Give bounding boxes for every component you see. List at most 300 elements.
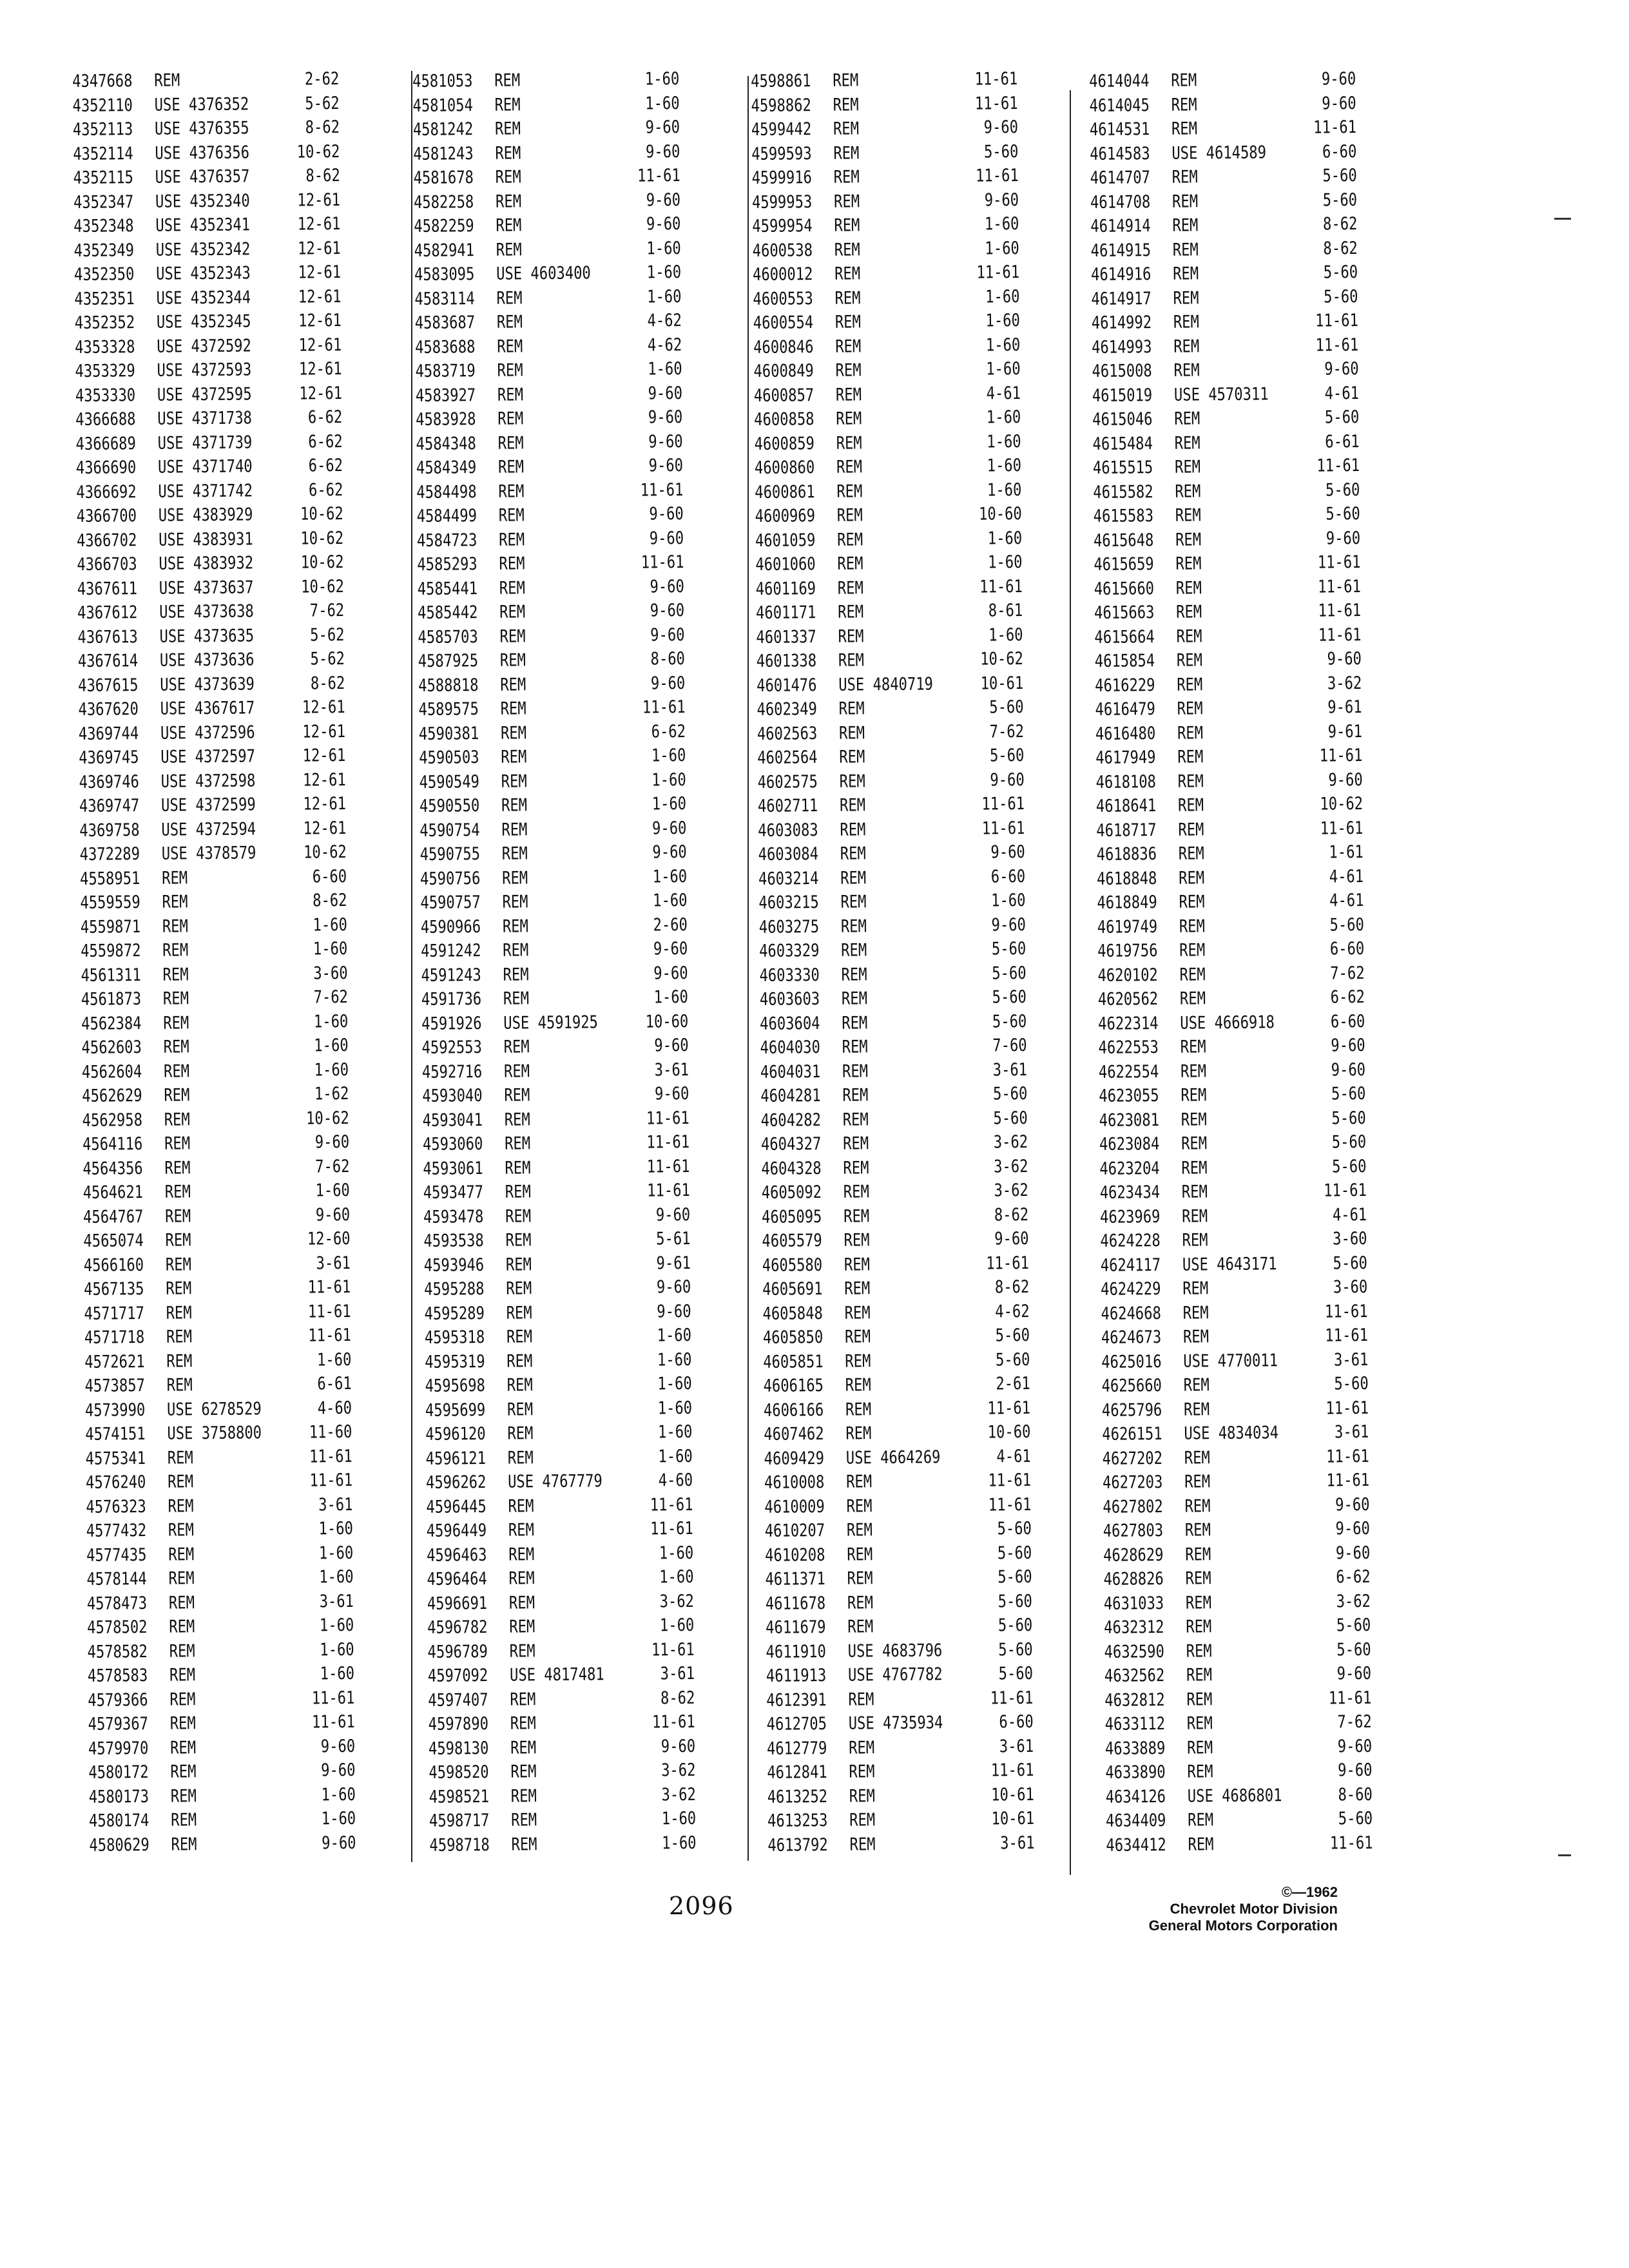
part-date: 6-62 [1336,1566,1371,1588]
part-date: 9-60 [654,1035,689,1056]
part-number: 4592553 [421,1037,483,1058]
part-action: REM [842,1133,869,1154]
part-date: 1-60 [653,986,689,1008]
part-date: 11-61 [1320,818,1364,839]
part-date: 3-61 [992,1059,1028,1080]
part-row [88,1807,356,1834]
part-number: 4600969 [755,506,816,526]
part-action: REM [502,916,529,937]
part-row [80,913,348,939]
part-number: 4366689 [75,433,137,454]
part-action: USE 4614589 [1171,142,1267,164]
part-number: 4602564 [757,747,818,768]
part-number: 4369747 [79,796,140,816]
part-number: 4578502 [87,1617,148,1638]
part-row [73,213,341,239]
part-action: REM [168,1472,194,1492]
part-action: REM [506,1375,533,1396]
publisher-footer [1149,1884,1338,1934]
part-number: 4600860 [754,457,815,478]
part-row [429,1759,696,1785]
part-number: 4562958 [82,1110,143,1131]
part-action: REM [511,1834,537,1855]
part-number: 4366703 [77,554,137,575]
part-date: 8-60 [1338,1784,1373,1805]
part-row [755,503,1022,529]
part-number: 4623055 [1099,1086,1159,1106]
part-action: REM [845,1399,872,1420]
part-row [427,1638,695,1664]
part-action: REM [162,940,189,961]
part-number: 4599593 [751,143,812,164]
part-row [85,1469,353,1495]
part-number: 4603214 [758,868,819,889]
part-number: 4615484 [1092,433,1153,454]
part-action: REM [497,384,524,405]
part-number: 4578473 [86,1593,148,1614]
part-action: USE 4834034 [1184,1423,1279,1444]
part-date: 5-60 [992,1011,1027,1032]
part-action: REM [496,215,522,236]
part-row [82,1179,350,1206]
part-row [418,623,685,649]
part-number: 4622314 [1098,1013,1159,1034]
part-row [758,889,1026,916]
part-number: 4593061 [423,1158,483,1179]
part-row [760,1082,1028,1109]
part-date: 1-60 [648,359,682,380]
part-number: 4580173 [88,1786,149,1807]
part-number: 4623084 [1099,1134,1160,1155]
part-date: 5-60 [1338,1808,1373,1829]
part-row [412,116,680,142]
part-date: 6-62 [307,407,343,428]
part-row [767,1807,1035,1834]
part-action: REM [1184,1472,1211,1492]
part-number: 4624229 [1101,1279,1161,1300]
page-number: 2096 [669,1892,734,1920]
part-date: 5-60 [998,1566,1032,1588]
part-number: 4367613 [77,626,138,648]
part-date: 6-62 [308,455,343,476]
part-action: REM [838,698,865,719]
part-number: 4593040 [422,1086,483,1106]
part-action: REM [1182,1206,1208,1227]
part-row [753,358,1021,384]
part-number: 4352349 [73,240,135,261]
part-date: 3-62 [994,1180,1028,1201]
part-date: 2-60 [653,914,688,935]
part-date: 11-61 [1324,1301,1368,1322]
part-action: REM [506,1350,533,1372]
part-row [766,1686,1034,1713]
part-row [1090,261,1358,287]
part-row [412,91,680,118]
part-number: 4590381 [418,723,479,744]
part-action: REM [499,553,525,574]
part-date: 9-60 [650,600,685,621]
part-number: 4614914 [1090,216,1151,236]
part-date: 6-61 [1325,431,1360,452]
part-date: 9-60 [984,189,1019,211]
part-date: 10-62 [300,503,343,524]
part-row [766,1614,1033,1640]
part-number: 4565074 [83,1231,144,1251]
part-date: 3-61 [1000,1832,1035,1853]
part-row [1091,285,1358,311]
part-action: REM [1175,505,1201,526]
part-action: REM [1185,1544,1211,1565]
part-row [427,1614,695,1640]
part-action: USE 4591925 [503,1012,599,1033]
part-date: 8-62 [305,166,340,186]
part-action: REM [168,1495,194,1517]
part-row [1106,1831,1373,1858]
part-action: REM [842,1085,869,1106]
part-date: 5-62 [310,624,345,645]
part-action: REM [503,940,529,961]
part-action: USE 4666918 [1180,1012,1275,1033]
column-divider-1 [411,71,412,1862]
part-row [80,937,348,964]
part-number: 4559871 [80,916,141,937]
part-number: 4600846 [753,336,814,358]
part-row [426,1517,694,1544]
part-number: 4590550 [419,796,480,816]
part-number: 4367612 [77,602,138,623]
part-row [417,551,684,577]
part-number: 4615515 [1092,457,1153,478]
part-row [80,889,347,916]
part-date: 9-60 [1331,1059,1366,1080]
part-number: 4367611 [77,578,138,599]
part-action: REM [1186,1689,1213,1710]
part-date: 1-60 [319,1615,354,1636]
part-row [415,358,682,384]
part-number: 4591243 [421,965,481,986]
part-number: 4352113 [72,119,133,140]
part-number: 4628826 [1103,1568,1164,1590]
part-number: 4615648 [1093,530,1154,551]
part-date: 9-60 [648,431,683,452]
part-number: 4612779 [766,1738,827,1759]
part-action: REM [1180,1037,1206,1057]
part-number: 4583114 [414,288,475,309]
part-date: 8-62 [1322,214,1358,235]
part-number: 4369745 [79,747,139,768]
part-action: REM [163,1037,189,1057]
part-date: 1-60 [988,624,1023,645]
part-row [751,164,1019,191]
part-action: REM [504,1085,530,1106]
part-action: REM [836,505,863,526]
part-number: 4590755 [419,844,481,865]
part-row [761,1179,1028,1206]
part-number: 4602563 [757,723,818,744]
part-action: REM [836,408,862,429]
part-row [84,1324,352,1350]
part-action: USE 4367617 [160,698,255,719]
part-number: 4603084 [758,844,819,865]
part-date: 12-61 [303,793,347,814]
part-date: 5-61 [656,1228,691,1249]
part-action: USE 4686801 [1187,1785,1282,1807]
part-action: REM [170,1762,197,1782]
part-number: 4583687 [414,312,476,333]
parts-column-4 [1089,67,1377,1874]
part-number: 4596463 [426,1544,487,1566]
part-action: REM [503,988,530,1009]
part-row [86,1541,354,1568]
part-number: 4610208 [764,1544,825,1566]
part-date: 1-60 [321,1808,356,1829]
part-action: REM [494,119,521,139]
part-row [1097,986,1365,1012]
part-action: REM [508,1544,535,1565]
part-number: 4599916 [751,168,813,188]
part-number: 4578583 [87,1665,148,1686]
part-action: REM [499,602,526,622]
part-date: 9-60 [648,407,683,428]
part-date: 9-60 [655,1204,691,1225]
part-action: REM [835,336,862,357]
part-row [1102,1445,1369,1471]
part-number: 4625796 [1101,1399,1162,1421]
part-date: 5-60 [991,938,1027,959]
part-date: 5-60 [1325,479,1360,501]
part-date: 11-61 [1319,745,1363,766]
part-date: 3-60 [1333,1276,1368,1298]
part-number: 4595698 [425,1376,486,1396]
part-date: 11-61 [990,1760,1034,1781]
part-date: 3-61 [316,1253,351,1273]
part-number: 4617949 [1095,747,1156,768]
part-date: 11-61 [1325,1446,1369,1467]
part-action: REM [503,1037,530,1057]
part-date: 1-60 [985,311,1021,331]
part-action: REM [499,650,526,671]
part-number: 4633112 [1104,1713,1166,1735]
part-date: 9-60 [1336,1663,1372,1684]
part-row [416,526,684,553]
part-number: 4626151 [1102,1424,1162,1445]
part-number: 4627202 [1102,1448,1163,1469]
part-date: 5-60 [1336,1615,1371,1636]
part-row [424,1324,692,1350]
part-date: 1-60 [986,359,1021,380]
parts-column-3 [751,67,1039,1874]
part-action: REM [1186,1665,1213,1686]
part-date: 4-60 [317,1398,352,1418]
part-number: 4587925 [418,651,479,671]
part-date: 12-61 [303,818,347,839]
part-row [1101,1372,1369,1399]
part-date: 1-60 [651,769,686,790]
part-date: 9-60 [1325,528,1361,549]
part-date: 9-60 [1328,769,1363,790]
part-action: REM [1176,650,1203,671]
part-number: 4564621 [82,1182,144,1203]
part-row [425,1421,693,1447]
part-number: 4590549 [419,771,480,793]
part-number: 4634412 [1106,1834,1166,1856]
part-date: 1-60 [984,214,1019,235]
part-row [413,140,680,166]
part-date: 11-61 [1329,1832,1373,1854]
part-date: 1-60 [314,1035,349,1056]
part-row [753,333,1021,360]
part-action: REM [843,1230,870,1251]
part-date: 10-61 [991,1808,1035,1829]
part-date: 1-60 [651,793,687,814]
part-action: REM [165,1254,192,1275]
part-row [74,333,342,360]
part-action: REM [1179,988,1206,1009]
part-row [757,768,1025,794]
part-row [751,116,1019,142]
part-action: REM [836,529,863,550]
part-date: 12-60 [307,1228,351,1249]
part-row [766,1662,1034,1689]
part-row [764,1469,1032,1495]
part-row [762,1300,1030,1326]
part-action: REM [841,940,867,961]
part-action: REM [169,1737,197,1758]
part-number: 4564356 [82,1158,143,1179]
part-number: 4623081 [1099,1110,1160,1131]
part-action: REM [170,1785,197,1807]
part-date: 8-61 [988,600,1023,621]
part-action: USE 4372595 [157,383,252,405]
part-row [1094,623,1362,649]
part-row [752,213,1019,239]
part-action: REM [163,1012,189,1033]
part-date: 5-62 [310,648,345,669]
part-number: 4618836 [1096,844,1157,865]
part-date: 9-61 [1327,721,1363,742]
part-row [84,1372,352,1399]
part-number: 4631033 [1103,1593,1164,1614]
part-row [1099,1155,1367,1181]
part-date: 7-62 [1330,963,1365,983]
part-action: REM [168,1520,195,1541]
part-action: REM [507,1447,534,1468]
part-action: REM [1173,360,1200,381]
part-number: 4610009 [764,1496,825,1517]
part-date: 1-60 [314,1059,349,1080]
part-date: 4-62 [995,1301,1030,1321]
part-row [757,671,1024,698]
part-row [1097,913,1365,939]
part-action: REM [838,626,864,647]
part-number: 4600012 [752,264,813,285]
publisher-line-2: General Motors Corporation [1148,1917,1338,1934]
part-action: REM [838,602,864,622]
part-number: 4598521 [429,1786,490,1807]
part-action: USE 4770011 [1183,1350,1278,1372]
part-row [766,1638,1033,1664]
part-number: 4622553 [1098,1037,1159,1058]
part-action: REM [497,336,523,357]
part-action: REM [1182,1327,1210,1347]
part-date: 9-60 [1322,93,1356,114]
part-date: 10-62 [300,552,344,573]
part-number: 4559872 [80,941,141,961]
part-number: 4593538 [423,1231,484,1251]
part-row [84,1276,351,1302]
part-number: 4584499 [416,506,477,526]
part-number: 4595319 [425,1351,485,1372]
part-row [73,140,340,166]
part-date: 12-61 [297,189,341,211]
part-number: 4372289 [79,844,140,865]
part-action: REM [500,722,527,744]
part-date: 11-61 [1313,117,1357,138]
part-row [419,744,686,771]
part-action: REM [1171,191,1199,212]
part-number: 4596691 [427,1593,488,1614]
part-number: 4616229 [1095,675,1155,696]
part-action: REM [509,1617,535,1637]
part-row [79,768,346,794]
part-row [1104,1614,1371,1640]
part-number: 4593041 [422,1110,483,1131]
part-row [767,1759,1034,1785]
part-date: 11-61 [990,1687,1034,1709]
part-row [423,1203,691,1229]
part-date: 3-62 [659,1591,695,1611]
part-action: REM [499,626,526,647]
part-row [1090,164,1357,191]
part-action: REM [1183,1375,1210,1396]
part-date: 4-61 [1329,866,1364,887]
part-number: 4591926 [421,1013,482,1034]
part-action: REM [1186,1737,1213,1758]
part-action: REM [1183,1399,1210,1420]
part-action: USE 4376355 [154,118,249,139]
part-row [767,1783,1034,1809]
part-number: 4598861 [751,71,811,91]
part-date: 9-60 [648,455,684,476]
part-row [1095,744,1363,771]
part-number: 4564116 [82,1134,143,1155]
part-row [421,961,688,988]
part-action: USE 4376352 [154,93,249,115]
part-date: 5-60 [992,1083,1028,1104]
part-row [82,1203,351,1229]
part-date: 5-60 [1331,1131,1367,1153]
part-row [757,744,1025,771]
part-number: 4625660 [1101,1376,1162,1396]
part-date: 8-62 [305,117,340,138]
part-date: 3-62 [993,1156,1028,1177]
part-date: 6-61 [317,1373,352,1394]
part-date: 1-60 [646,262,682,283]
part-action: REM [497,457,525,477]
part-number: 4584348 [416,433,477,454]
part-row [417,575,684,601]
part-action: USE 4817481 [509,1664,604,1686]
part-number: 4633889 [1104,1738,1166,1759]
part-number: 4610008 [764,1472,825,1493]
part-row [419,793,687,819]
part-date: 11-61 [1318,624,1362,646]
part-date: 11-61 [974,69,1018,90]
part-row [1099,1106,1366,1133]
part-action: REM [836,457,863,477]
part-action: REM [1173,312,1200,332]
margin-mark-bottom [1558,1854,1571,1856]
